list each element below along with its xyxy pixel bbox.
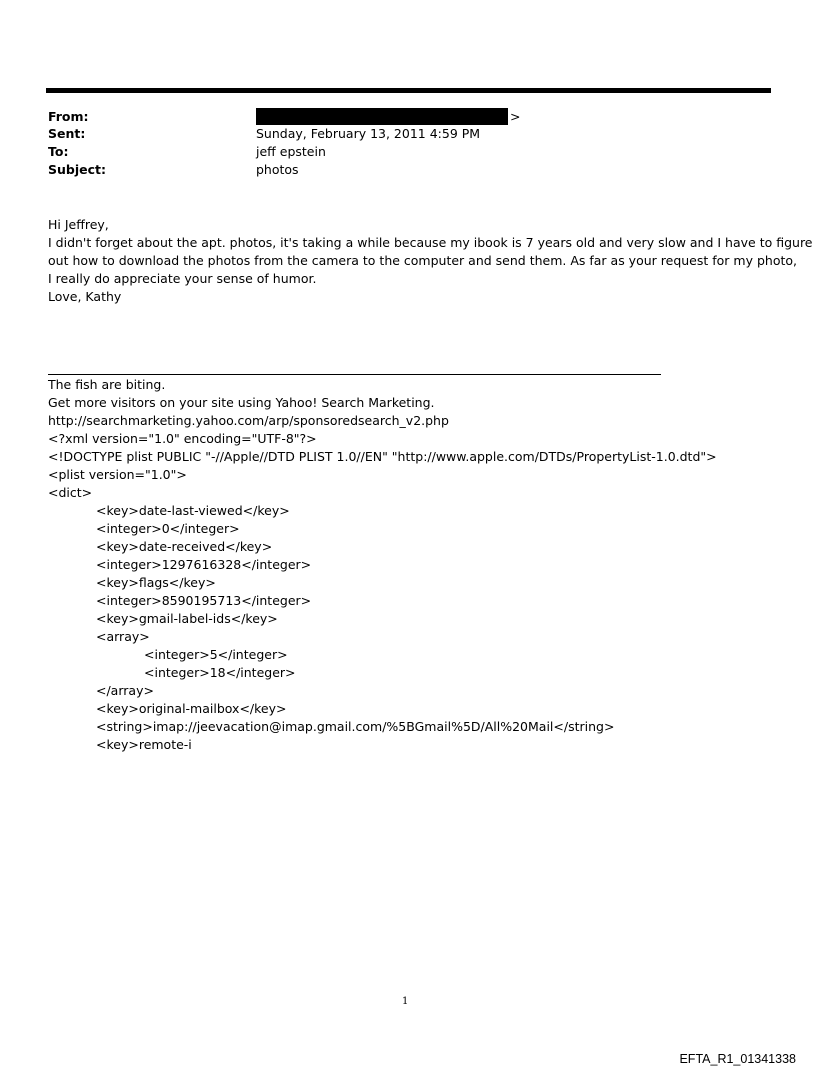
plist-line: <array> [96,629,150,644]
to-value: jeff epstein [256,144,326,159]
plist-array-line: <integer>18</integer> [144,665,296,680]
plist-line: <key>original-mailbox</key> [96,701,287,716]
plist-array-line: <integer>5</integer> [144,647,288,662]
page-number: 1 [402,996,409,1007]
plist-line: </array> [96,683,154,698]
signature-divider [48,374,661,375]
bates-number: EFTA_R1_01341338 [679,1052,796,1066]
plist-line: <integer>8590195713</integer> [96,593,312,608]
plist-line: <integer>1297616328</integer> [96,557,312,572]
footer-line: <?xml version="1.0" encoding="UTF-8"?> [48,431,317,446]
subject-value: photos [256,162,299,177]
to-label: To: [48,144,69,159]
message-line: Hi Jeffrey, [48,217,109,232]
from-label: From: [48,109,89,124]
redaction-block [256,108,508,125]
footer-line: <!DOCTYPE plist PUBLIC "-//Apple//DTD PLIST 1.0//EN" "http://www.apple.com/DTDs/PropertyList-1.0.dtd"> [48,449,717,464]
header-rule [46,88,771,93]
plist-line: <key>date-last-viewed</key> [96,503,290,518]
from-value-suffix: > [510,109,521,124]
plist-line: <integer>0</integer> [96,521,240,536]
footer-line: <plist version="1.0"> [48,467,187,482]
footer-content [48,376,788,754]
footer-line: The fish are biting. [48,377,166,392]
plist-line: <key>remote-i [96,737,192,752]
message-line: I really do appreciate your sense of humor. [48,271,317,286]
plist-line: <key>date-received</key> [96,539,273,554]
message-line: I didn't forget about the apt. photos, it's taking a while because my ibook is 7 years old and very slow and I have to figure [48,235,813,250]
plist-line: <key>flags</key> [96,575,216,590]
message-body [48,216,813,306]
footer-line: Get more visitors on your site using Yahoo! Search Marketing. [48,395,435,410]
footer-line: <dict> [48,485,93,500]
sent-value: Sunday, February 13, 2011 4:59 PM [256,126,481,141]
plist-line: <key>gmail-label-ids</key> [96,611,278,626]
subject-label: Subject: [48,162,106,177]
sent-label: Sent: [48,126,86,141]
message-line: out how to download the photos from the camera to the computer and send them. As far as your request for my photo, [48,253,797,268]
footer-line: http://searchmarketing.yahoo.com/arp/sponsoredsearch_v2.php [48,413,449,428]
plist-line: <string>imap://jeevacation@imap.gmail.com/%5BGmail%5D/All%20Mail</string> [96,719,615,734]
message-line: Love, Kathy [48,289,122,304]
